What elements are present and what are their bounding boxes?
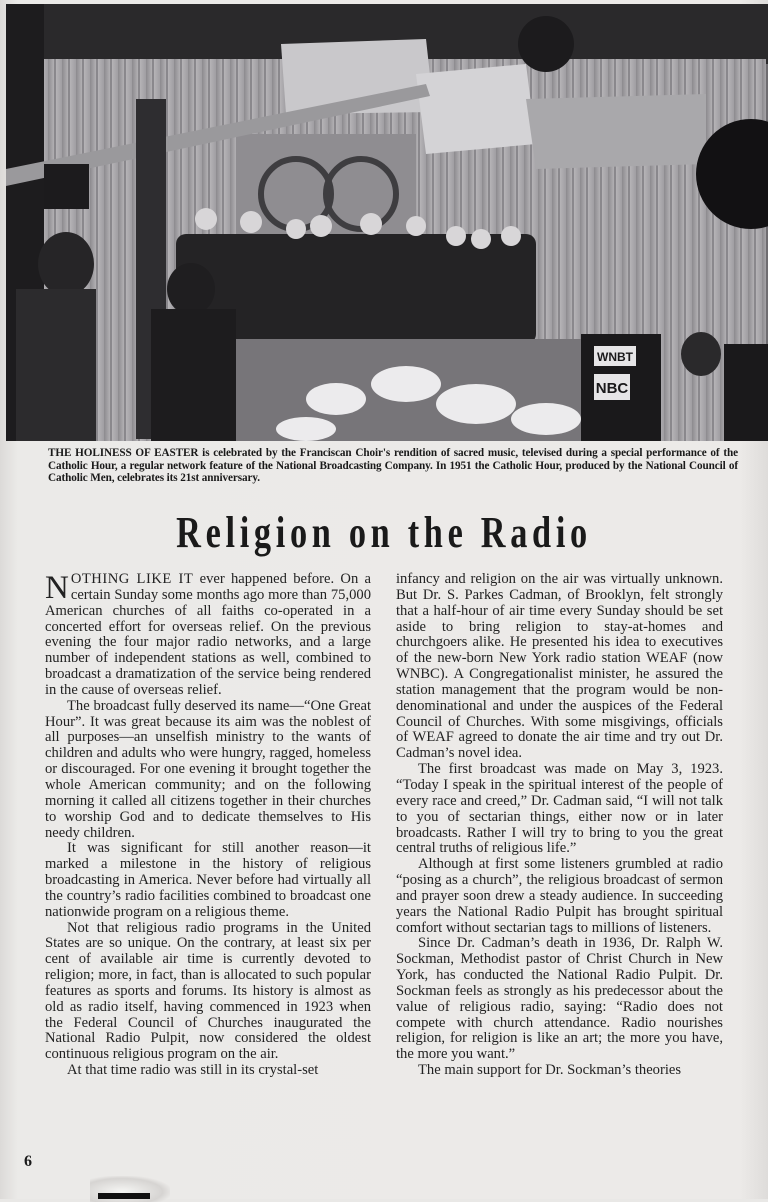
page-number: 6 [24, 1153, 32, 1170]
choir-photo [6, 4, 768, 441]
paragraph: Although at first some listeners grumbled at radio “posing as a church”, the religious broadcast of sermon and prayer soon drew a steady audience. In succeeding years the National Radio Pulpit has brought spiritual comfort without sectarian tags to millions of listeners. [396, 856, 723, 936]
article-column-right [396, 572, 723, 1079]
paragraph: It was significant for still another reason—it marked a milestone in the history of religious broadcasting in America. Never before had virtually all the country’s radio facilities combined to broadcast one nationwide program on a religious theme. [45, 840, 371, 920]
paragraph: The first broadcast was made on May 3, 1923. “Today I speak in the spiritual interest of the people of every race and creed,” Dr. Cadman said, “I will not talk to you of sectarian things, either now or in later broadcasts. Rather I will try to bring to you the great central truths of religious life.” [396, 761, 723, 857]
caption-lead: THE HOLINESS OF EASTER [48, 447, 199, 459]
camera-label-nbc: NBC [595, 380, 629, 397]
paragraph: The broadcast fully deserved its name—“One Great Hour”. It was great because its aim was the noblest of all purposes—an unselfish ministry to the wants of children and adults who were hungry, ragged, homeless or discouraged. For one evening it brought together the whole American community; and on the following morning it called all citizens together in their churches to worship God and to dedicate themselves to His needy children. [45, 697, 371, 841]
paragraph: Since Dr. Cadman’s death in 1936, Dr. Ralph W. Sockman, Methodist pastor of Christ Church in New York, has conducted the National Radio Pulpit. Dr. Sockman feels as strongly as his predecessor about the value of religious radio, saying: “Radio does not compete with church attendance. Radio nourishes religion, for religion is like an art; the more you have, the more you want.” [396, 935, 723, 1063]
opening-caps: OTHING LIKE IT [70, 571, 194, 587]
drop-cap: N [45, 570, 69, 606]
paragraph: The main support for Dr. Sockman’s theories [418, 1062, 682, 1079]
article-column-left [45, 572, 371, 1079]
paragraph: NOTHING LIKE IT ever happened before. On a certain Sunday some months ago more than 75,000 American churches of all faiths co-operated in a concerted effort for overseas relief. On the previous evening the four major radio networks, and a large number of independent stations as well, combined to broadcast a dramatization of the service being rendered in the cause of overseas relief. [45, 570, 371, 698]
article-title: Religion on the Radio [176, 508, 592, 557]
photo-caption [48, 447, 738, 485]
paragraph: infancy and religion on the air was virtually unknown. But Dr. S. Parkes Cadman, of Brooklyn, felt strongly that a half-hour of air time every Sunday should be set aside to bring religion to stay-at-homes and churchgoers alike. He presented his idea to executives of the new-born New York radio station WEAF (now WNBC). A Congregationalist minister, he assured the station management that the program would be non-denominational and under the auspices of the Federal Council of Churches. With some misgivings, officials of WEAF agreed to donate the air time and try out Dr. Cadman’s novel idea. [396, 571, 723, 762]
camera-label-wnbt: WNBT [597, 350, 633, 364]
caption-text: is celebrated by the Franciscan Choir's rendition of sacred music, televised during a special performance of the Catholic Hour, a regular network feature of the National Broadcasting Company. In 1951 the Catholic Hour, produced by the National Council of Catholic Men, celebrates its 21st anniversary. [48, 447, 738, 484]
choir-photo-illustration [6, 4, 768, 441]
paragraph: At that time radio was still in its crystal-set [67, 1062, 319, 1079]
paper-edge-mark [98, 1193, 150, 1199]
paragraph: Not that religious radio programs in the United States are so unique. On the contrary, at least six per cent of available air time is currently devoted to religion; more, in fact, than is allocated to such popular features as sports and forums. Its history is almost as old as radio itself, having commenced in 1923 when the Federal Council of Churches inaugurated the National Radio Pulpit, now considered the oldest continuous religious program on the air. [45, 919, 371, 1063]
